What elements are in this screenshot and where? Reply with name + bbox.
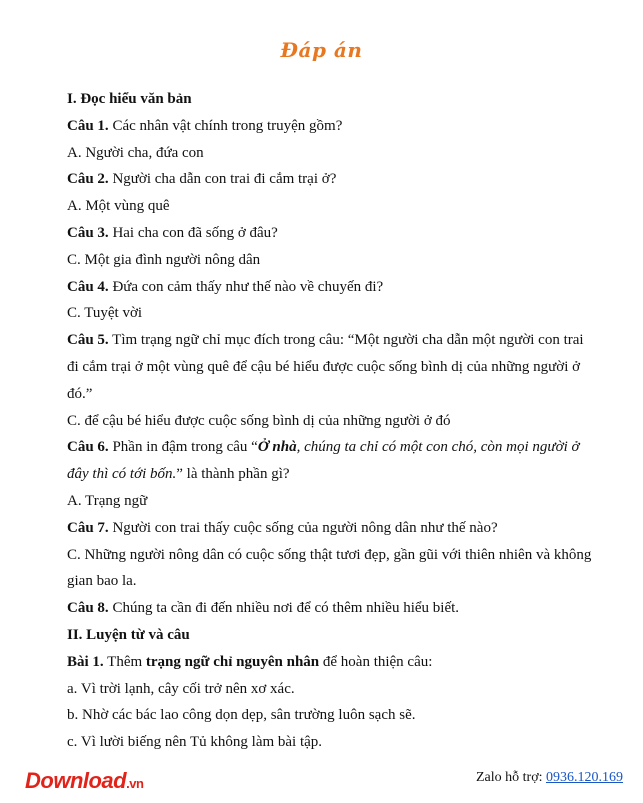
exercise-1-item-b: b. Nhờ các bác lao công dọn dẹp, sân trường luôn sạch sẽ.: [67, 707, 416, 724]
answer-3: C. Một gia đình người nông dân: [67, 251, 261, 268]
section-heading-1: I. Đọc hiểu văn bản: [67, 91, 192, 107]
exercise-1-item-c: c. Vì lười biếng nên Tủ không làm bài tập.: [67, 734, 323, 751]
question-7: Câu 7. Người con trai thấy cuộc sống của người nông dân như thế nào?: [67, 519, 498, 536]
question-1: Câu 1. Các nhân vật chính trong truyện gồm?: [67, 117, 343, 134]
exercise-1: Bài 1. Thêm trạng ngữ chỉ nguyên nhân để hoàn thiện câu:: [67, 653, 433, 670]
question-6: Câu 6. Phần in đậm trong câu “Ở nhà, chúng ta chỉ có một con chó, còn mọi người ở đây thì có tới bốn.” là thành phần gì?: [67, 439, 580, 483]
answer-2: A. Một vùng quê: [67, 198, 170, 215]
question-3: Câu 3. Hai cha con đã sống ở đâu?: [67, 224, 278, 241]
exercise-1-item-a: a. Vì trời lạnh, cây cối trở nên xơ xác.: [67, 680, 295, 697]
download-logo[interactable]: Download.vn: [25, 768, 144, 793]
question-8: Câu 8. Chúng ta cần đi đến nhiều nơi để có thêm nhiều hiểu biết.: [67, 600, 460, 617]
answer-6: A. Trạng ngữ: [67, 492, 148, 509]
page-title: Đáp án: [280, 38, 363, 62]
answer-content: [67, 86, 597, 756]
support-label: Zalo hỗ trợ:: [476, 770, 546, 785]
question-4: Câu 4. Đứa con cảm thấy như thế nào về chuyến đi?: [67, 278, 384, 295]
zalo-support: [476, 770, 623, 786]
question-5: Câu 5. Tìm trạng ngữ chỉ mục đích trong câu: “Một người cha dẫn một người con trai đi cắm trại ở một vùng quê để cậu bé hiểu được cuộc sống bình dị của những người ở đó.”: [67, 332, 584, 402]
answer-1: A. Người cha, đứa con: [67, 144, 204, 161]
support-phone-link[interactable]: 0936.120.169: [546, 770, 623, 785]
section-heading-2: II. Luyện từ và câu: [67, 626, 190, 643]
answer-7: C. Những người nông dân có cuộc sống thật tươi đẹp, gần gũi với thiên nhiên và không gian bao la.: [67, 546, 592, 590]
answer-4: C. Tuyệt vời: [67, 305, 143, 322]
answer-5: C. để cậu bé hiểu được cuộc sống bình dị của những người ở đó: [67, 412, 451, 429]
question-2: Câu 2. Người cha dẫn con trai đi cắm trại ở?: [67, 171, 337, 188]
